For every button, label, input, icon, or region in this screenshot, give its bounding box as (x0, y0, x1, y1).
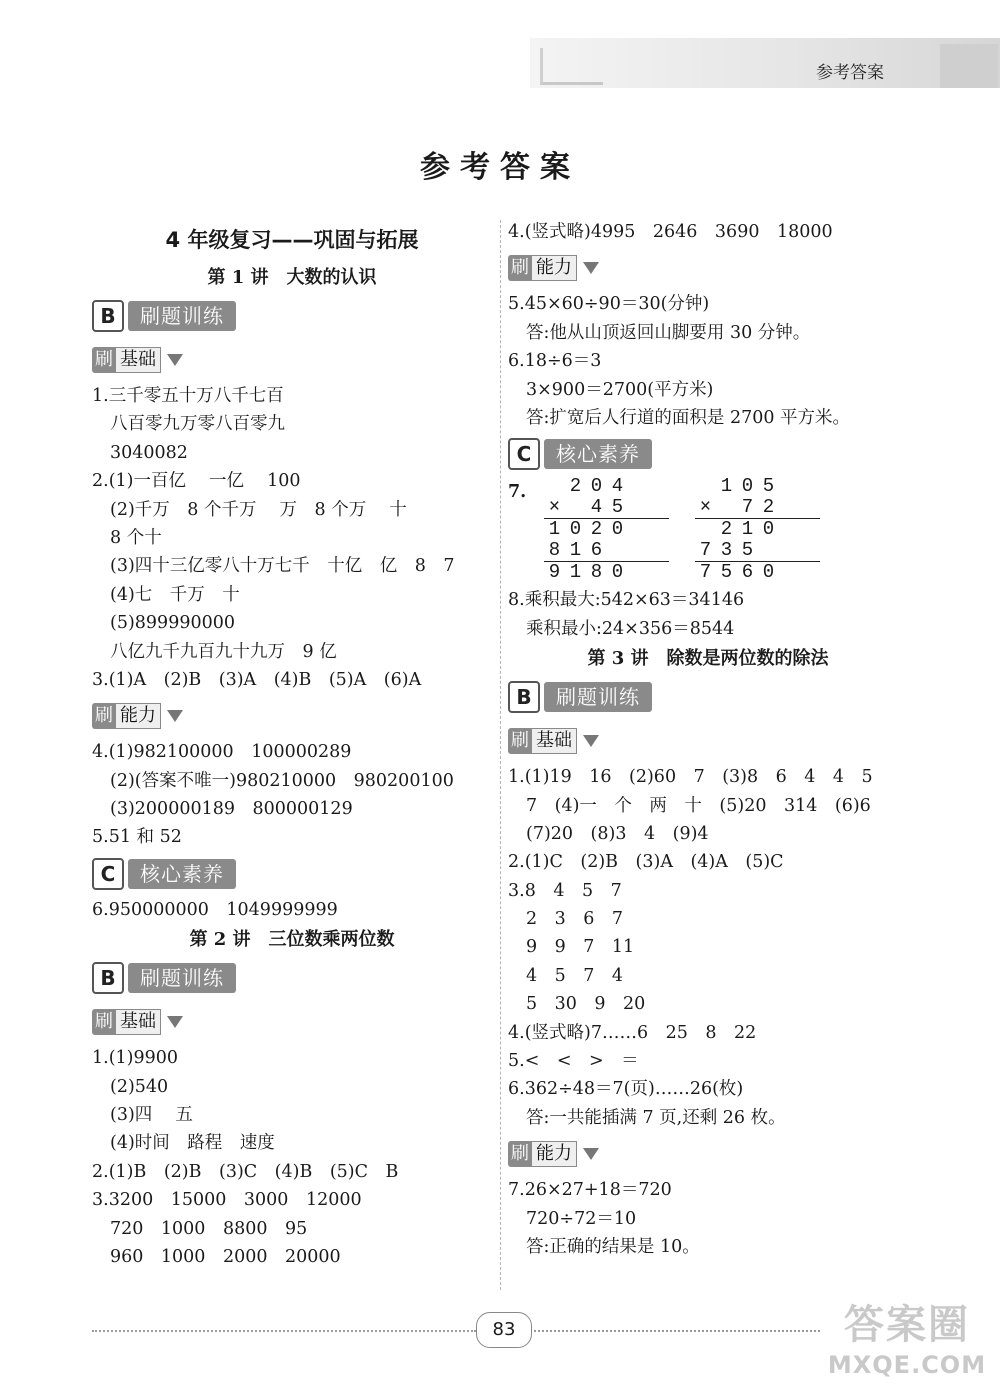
calc-digit: 0 (611, 518, 624, 541)
answer-line: 3×900＝2700(平方米) (526, 379, 714, 400)
answer-line: (3)四十三亿零八十万七千 十亿 亿 8 7 (110, 556, 455, 577)
calc-digit (695, 476, 716, 497)
triangle-down-icon (583, 735, 599, 747)
calc-digit: 0 (762, 518, 775, 541)
triangle-down-icon (583, 262, 599, 274)
tag-letter: B (92, 300, 124, 332)
answer-line: (3)200000189 800000129 (110, 799, 353, 820)
triangle-down-icon (167, 354, 183, 366)
calc-row (544, 497, 669, 518)
calc-digit: 7 (699, 561, 712, 584)
answer-line: 答:他从山顶返回山脚要用 30 分钟。 (526, 322, 811, 343)
tag-label: 能力 (532, 255, 577, 281)
answer-line: 4.(竖式略)4995 2646 3690 18000 (508, 222, 833, 242)
answer-line: 5 30 9 20 (526, 994, 646, 1015)
tag-c-core (508, 432, 908, 476)
tag-basics (92, 1000, 492, 1044)
answer-line: 4 5 7 4 (526, 965, 624, 986)
tag-word: 刷题训练 (128, 963, 236, 993)
calc-digit: 1 (569, 539, 582, 562)
tag-word: 核心素养 (128, 859, 236, 889)
answer-line: 1.三千零五十万八千七百 (92, 386, 284, 406)
calc-digit: 2 (762, 496, 775, 519)
lecture-title-1: 第 1 讲 大数的认识 (207, 267, 377, 288)
page-title: 参考答案 (420, 150, 580, 185)
answer-line: 1.(1)9900 (92, 1048, 179, 1069)
calc-digit (607, 540, 628, 561)
triangle-down-icon (167, 1016, 183, 1028)
tag-shua: 刷 (92, 703, 116, 729)
tag-word: 刷题训练 (128, 301, 236, 331)
answer-line: 720 1000 8800 95 (110, 1218, 308, 1239)
tag-basics (508, 719, 908, 763)
calc-digit: 8 (548, 539, 561, 562)
tag-label: 基础 (532, 728, 577, 754)
left-column (92, 218, 492, 1271)
tag-letter: B (508, 681, 540, 713)
calc-digit: 5 (762, 475, 775, 498)
calc-digit: 2 (590, 518, 603, 541)
answer-line: 960 1000 2000 20000 (110, 1246, 341, 1267)
answer-line: 答:一共能插满 7 页,还剩 26 枚。 (526, 1107, 786, 1128)
lecture-title-3: 第 3 讲 除数是两位数的除法 (587, 648, 829, 670)
calc-digit: 1 (741, 518, 754, 541)
tag-ability (508, 246, 908, 290)
calc-row (695, 476, 820, 497)
tag-c-core (92, 852, 492, 896)
question-number: 7. (508, 482, 527, 503)
answer-line: 3.8 4 5 7 (508, 880, 622, 901)
answer-line: (7)20 (8)3 4 (9)4 (526, 823, 709, 844)
calc-digit: 5 (720, 561, 733, 584)
answer-line: 1.(1)19 16 (2)60 7 (3)8 6 4 4 5 (508, 767, 873, 788)
calc-digit: 0 (741, 475, 754, 498)
tag-letter: C (92, 858, 124, 890)
tag-basics (92, 338, 492, 382)
calc-digit: 1 (548, 518, 561, 541)
answer-line: (2)540 (110, 1076, 169, 1097)
calc-digit: 2 (569, 475, 582, 498)
answer-line: (2)(答案不唯一)980210000 980200100 (110, 770, 454, 791)
tag-ability (92, 694, 492, 738)
tag-b-training (92, 956, 492, 1000)
tag-shua: 刷 (508, 728, 532, 754)
answer-line: 4.(竖式略)7……6 25 8 22 (508, 1022, 757, 1043)
vertical-multiplication (508, 476, 908, 586)
answer-line: 5.< < > ＝ (508, 1051, 639, 1072)
page-number: 83 (476, 1312, 532, 1348)
answer-line: 3.(1)A (2)B (3)A (4)B (5)A (6)A (92, 669, 422, 690)
answer-line: 5.51 和 52 (92, 827, 182, 848)
tag-word: 核心素养 (544, 439, 652, 469)
answer-line: 八百零九万零八百零九 (110, 414, 285, 435)
answer-line: 7 (4)一 个 两 十 (5)20 314 (6)6 (526, 795, 871, 816)
calc-digit: 4 (611, 475, 624, 498)
calc-row (695, 518, 820, 540)
answer-line: 7.26×27+18＝720 (508, 1180, 672, 1201)
calc-row (695, 540, 820, 561)
triangle-down-icon (167, 710, 183, 722)
answer-line: 6.950000000 1049999999 (92, 899, 338, 920)
calc-digit (716, 497, 737, 518)
tag-letter: B (92, 962, 124, 994)
section-title: 4 年级复习——巩固与拓展 (165, 228, 419, 252)
header-title: 参考答案 (816, 63, 884, 83)
calc-2 (695, 476, 820, 586)
right-column (508, 218, 908, 1261)
calc-digit: 7 (741, 496, 754, 519)
answer-line: (4)七 千万 十 (110, 584, 240, 605)
calc-row (695, 497, 820, 518)
tag-ability (508, 1132, 908, 1176)
answer-line: (2)千万 8 个千万 万 8 个万 十 (110, 499, 407, 520)
calc-digit: 2 (720, 518, 733, 541)
answer-line: 720÷72＝10 (526, 1208, 637, 1229)
answer-line: 3040082 (110, 442, 188, 463)
answer-line: 5.45×60÷90＝30(分钟) (508, 294, 710, 315)
answer-line: (3)四 五 (110, 1105, 193, 1126)
answer-line: 6.18÷6＝3 (508, 351, 602, 372)
lecture-title-2: 第 2 讲 三位数乘两位数 (189, 929, 395, 951)
tag-letter: C (508, 438, 540, 470)
calc-digit: 8 (590, 561, 603, 584)
answer-line: 2.(1)B (2)B (3)C (4)B (5)C B (92, 1161, 399, 1182)
calc-digit: 0 (611, 561, 624, 584)
column-divider (500, 220, 501, 1290)
calc-digit: 4 (590, 496, 603, 519)
watermark-logo (822, 1300, 992, 1392)
answer-line: 八亿九千九百九十九万 9 亿 (110, 641, 337, 662)
footer-line-left (92, 1330, 476, 1332)
calc-row (544, 476, 669, 497)
calc-digit: 0 (590, 475, 603, 498)
calc-digit: 0 (762, 561, 775, 584)
calc-digit: 0 (569, 518, 582, 541)
calc-digit: 7 (699, 539, 712, 562)
tag-label: 基础 (116, 1009, 161, 1035)
header-decoration (540, 48, 603, 85)
calc-digit (695, 519, 716, 540)
answer-line: 2 3 6 7 (526, 909, 624, 930)
calc-row (544, 561, 669, 583)
calc-digit: × (699, 496, 712, 519)
tag-label: 能力 (116, 703, 161, 729)
answer-line: 9 9 7 11 (526, 937, 635, 958)
tag-b-training (508, 675, 908, 719)
calc-digit: 5 (611, 496, 624, 519)
tag-label: 能力 (532, 1141, 577, 1167)
triangle-down-icon (583, 1148, 599, 1160)
calc-digit: × (548, 496, 561, 519)
calc-row (544, 518, 669, 540)
answer-line: 2.(1)一百亿 一亿 100 (92, 471, 301, 492)
calc-digit (758, 540, 779, 561)
answer-line: 6.362÷48＝7(页)……26(枚) (508, 1079, 744, 1100)
tag-word: 刷题训练 (544, 682, 652, 712)
tag-shua: 刷 (508, 255, 532, 281)
answer-line: 3.3200 15000 3000 12000 (92, 1190, 362, 1211)
watermark-text: 答案圈 (844, 1302, 970, 1348)
header-block (940, 44, 998, 88)
answer-line: 8 个十 (110, 527, 162, 548)
tag-shua: 刷 (92, 347, 116, 373)
answer-line: 乘积最小:24×356＝8544 (526, 618, 735, 639)
tag-b-training (92, 294, 492, 338)
calc-digit: 1 (569, 561, 582, 584)
answer-line: 4.(1)982100000 100000289 (92, 742, 352, 763)
calc-digit: 1 (720, 475, 733, 498)
answer-line: 8.乘积最大:542×63＝34146 (508, 590, 745, 611)
calc-digit: 6 (590, 539, 603, 562)
calc-digit (544, 476, 565, 497)
tag-shua: 刷 (92, 1009, 116, 1035)
tag-label: 基础 (116, 347, 161, 373)
answer-line: (5)899990000 (110, 613, 235, 634)
calc-1 (544, 476, 669, 586)
calc-digit: 3 (720, 539, 733, 562)
calc-digit: 9 (548, 561, 561, 584)
calc-row (544, 540, 669, 561)
calc-digit: 5 (741, 539, 754, 562)
calc-digit: 6 (741, 561, 754, 584)
answer-line: (4)时间 路程 速度 (110, 1133, 275, 1154)
watermark-url: MXQE.COM (827, 1351, 987, 1379)
footer-line-right (530, 1330, 820, 1332)
answer-line: 2.(1)C (2)B (3)A (4)A (5)C (508, 852, 784, 873)
calc-digit (565, 497, 586, 518)
answer-line: 答:扩宽后人行道的面积是 2700 平方米。 (526, 407, 851, 428)
tag-shua: 刷 (508, 1141, 532, 1167)
answer-line: 答:正确的结果是 10。 (526, 1236, 700, 1257)
calc-row (695, 561, 820, 583)
